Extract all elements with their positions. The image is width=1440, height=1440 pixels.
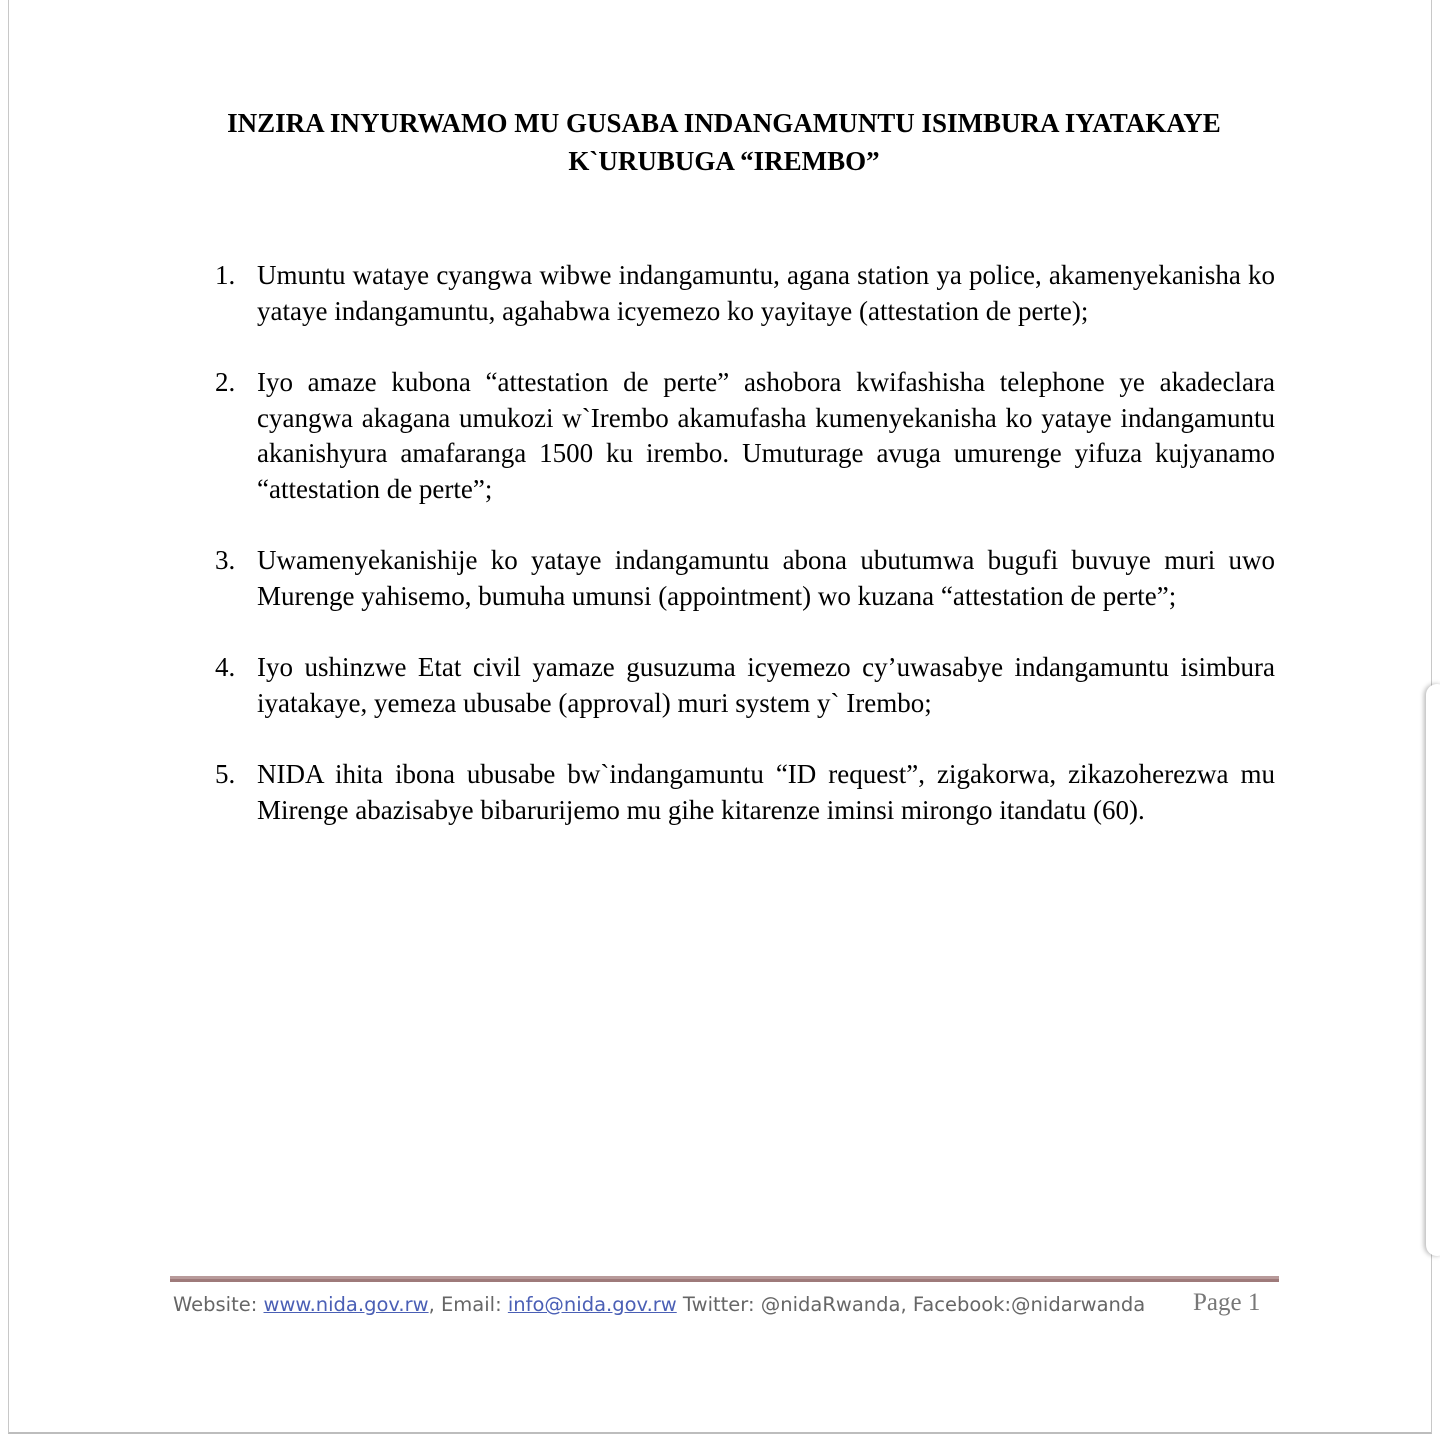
- social-handles: Twitter: @nidaRwanda, Facebook:@nidarwanda: [676, 1293, 1146, 1316]
- email-label: , Email:: [428, 1293, 508, 1316]
- item-number: 4.: [215, 652, 236, 682]
- item-text: Umuntu wataye cyangwa wibwe indangamuntu, agana station ya police, akamenyekanisha ko yataye indangamuntu, agahabwa icyemezo ko yayitaye (attestation de perte);: [257, 260, 1275, 326]
- list-item: [213, 365, 1275, 507]
- footer-divider: [170, 1276, 1279, 1282]
- list-item: [213, 258, 1275, 329]
- item-number: 3.: [215, 545, 236, 575]
- document-page: [8, 0, 1432, 1434]
- scroll-handle[interactable]: [1426, 684, 1440, 1256]
- item-number: 5.: [215, 759, 236, 789]
- title-line-1: INZIRA INYURWAMO MU GUSABA INDANGAMUNTU ISIMBURA IYATAKAYE: [227, 108, 1221, 138]
- item-text: Iyo amaze kubona “attestation de perte” ashobora kwifashisha telephone ye akadeclara cyangwa akagana umukozi w`Irembo akamufasha kumenyekanisha ko yataye indangamuntu akanishyura amafaranga 1500 ku irembo. Umuturage avuga umurenge yifuza kujyanamo “attestation de perte”;: [257, 367, 1275, 504]
- title-line-2: K`URUBUGA “IREMBO”: [568, 146, 880, 176]
- document-title: [9, 104, 1439, 180]
- item-text: Iyo ushinzwe Etat civil yamaze gusuzuma icyemezo cy’uwasabye indangamuntu isimbura iyatakaye, yemeza ubusabe (approval) muri system y` Irembo;: [257, 652, 1275, 718]
- item-text: NIDA ihita ibona ubusabe bw`indangamuntu “ID request”, zigakorwa, zikazoherezwa mu Mirenge abazisabye bibarurijemo mu gihe kitarenze iminsi mirongo itandatu (60).: [257, 759, 1275, 825]
- item-number: 1.: [215, 260, 236, 290]
- page-number: Page 1: [1193, 1289, 1261, 1316]
- list-item: [213, 650, 1275, 721]
- item-number: 2.: [215, 367, 236, 397]
- website-label: Website:: [173, 1293, 264, 1316]
- item-text: Uwamenyekanishije ko yataye indangamuntu abona ubutumwa bugufi buvuye muri uwo Murenge yahisemo, bumuha umunsi (appointment) wo kuzana “attestation de perte”;: [257, 545, 1275, 611]
- email-link[interactable]: info@nida.gov.rw: [507, 1293, 677, 1316]
- list-item: [213, 543, 1275, 614]
- steps-list: [213, 258, 1275, 864]
- list-item: [213, 757, 1275, 828]
- website-link[interactable]: www.nida.gov.rw: [263, 1293, 429, 1316]
- footer-contact: [173, 1293, 1145, 1316]
